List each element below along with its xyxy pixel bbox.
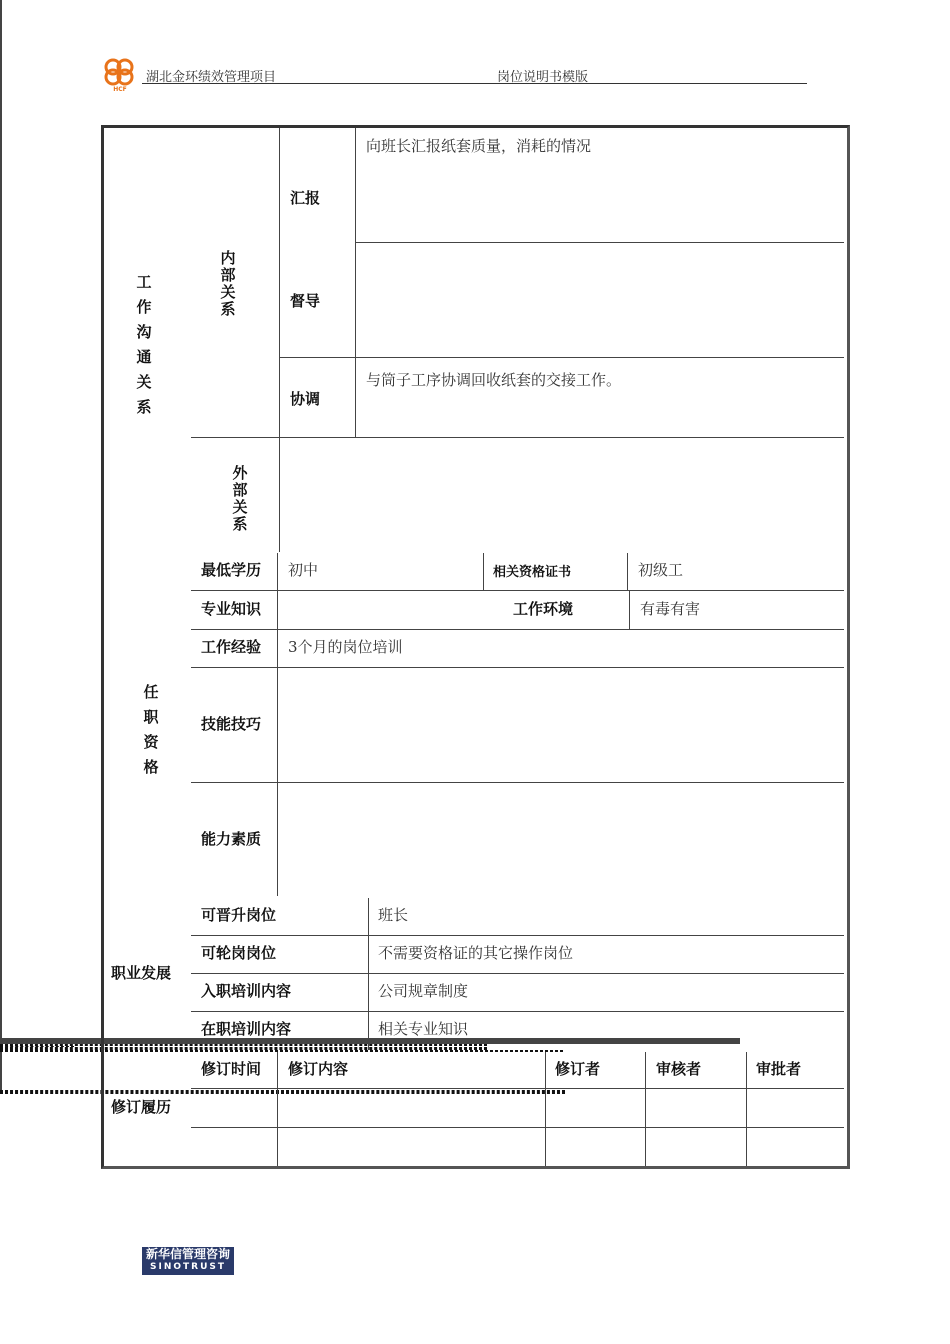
grid-line (0, 1052, 2, 1090)
grid-line (191, 1127, 844, 1128)
qualification-section-label: 任职资格 (143, 683, 159, 776)
document-title: 岗位说明书模版 (497, 70, 589, 85)
onboarding-training-value: 公司规章制度 (378, 982, 469, 1000)
inservice-training-label: 在职培训内容 (201, 1020, 292, 1038)
communication-section-label: 工作沟通关系 (136, 273, 152, 416)
grid-line (191, 782, 844, 783)
experience-value: 3个月的岗位培训 (288, 638, 403, 656)
grid-line (545, 1052, 546, 1166)
grid-line (191, 1088, 844, 1089)
grid-line (0, 0, 2, 1038)
skills-label: 技能技巧 (201, 715, 262, 733)
min-education-value: 初中 (288, 561, 319, 579)
sinotrust-logo (142, 1247, 234, 1275)
grid-line (191, 1011, 844, 1012)
revision-column-header: 修订内容 (288, 1060, 349, 1078)
grid-line (280, 357, 844, 358)
header-rule (142, 83, 807, 84)
min-education-label: 最低学历 (201, 561, 262, 579)
grid-line (191, 590, 844, 591)
grid-line (191, 667, 844, 668)
grid-line (277, 1052, 278, 1166)
inservice-training-value: 相关专业知识 (378, 1020, 469, 1038)
revision-column-header: 审核者 (656, 1060, 702, 1078)
grid-line (629, 591, 630, 629)
footer-brand-cn: 新华信管理咨询 (145, 1247, 230, 1261)
promotion-label: 可晋升岗位 (201, 906, 277, 924)
hcf-logo (100, 55, 140, 93)
career-section-label: 职业发展 (111, 964, 172, 982)
knowledge-label: 专业知识 (201, 600, 262, 618)
grid-line (191, 629, 844, 630)
grid-line (191, 973, 844, 974)
grid-line (627, 553, 628, 590)
logo-caption: HCF (113, 86, 127, 93)
grid-line (645, 1052, 646, 1166)
grid-line (368, 898, 369, 1050)
report-label: 汇报 (290, 189, 321, 207)
coordinate-label: 协调 (290, 390, 321, 408)
external-relations-label: 外部关系 (232, 464, 248, 533)
footer-brand-en: SINOTRUST (149, 1262, 226, 1272)
grid-line (355, 128, 356, 438)
internal-relations-label: 内部关系 (220, 249, 236, 318)
revision-column-header: 修订者 (555, 1060, 601, 1078)
work-environment-label: 工作环境 (513, 600, 574, 618)
certificate-label: 相关资格证书 (493, 565, 572, 580)
supervise-label: 督导 (290, 292, 321, 310)
ability-label: 能力素质 (201, 830, 262, 848)
revision-column-header: 修订时间 (201, 1060, 262, 1078)
rotation-value: 不需要资格证的其它操作岗位 (378, 944, 574, 962)
grid-line (277, 553, 278, 896)
company-project-title: 湖北金环绩效管理项目 (146, 70, 277, 85)
revision-column-header: 审批者 (756, 1060, 802, 1078)
grid-line (279, 128, 280, 552)
onboarding-training-label: 入职培训内容 (201, 982, 292, 1000)
certificate-value: 初级工 (638, 561, 684, 579)
rotation-label: 可轮岗岗位 (201, 944, 277, 962)
grid-line (191, 935, 844, 936)
coordinate-text: 与筒子工序协调回收纸套的交接工作。 (366, 371, 622, 389)
work-environment-value: 有毒有害 (640, 600, 701, 618)
report-text: 向班长汇报纸套质量，消耗的情况 (366, 137, 592, 155)
grid-line (356, 242, 844, 243)
grid-line (483, 553, 484, 590)
experience-label: 工作经验 (201, 638, 262, 656)
grid-line (191, 437, 844, 438)
promotion-value: 班长 (378, 906, 409, 924)
revision-section-label: 修订履历 (111, 1098, 172, 1116)
grid-line (746, 1052, 747, 1166)
